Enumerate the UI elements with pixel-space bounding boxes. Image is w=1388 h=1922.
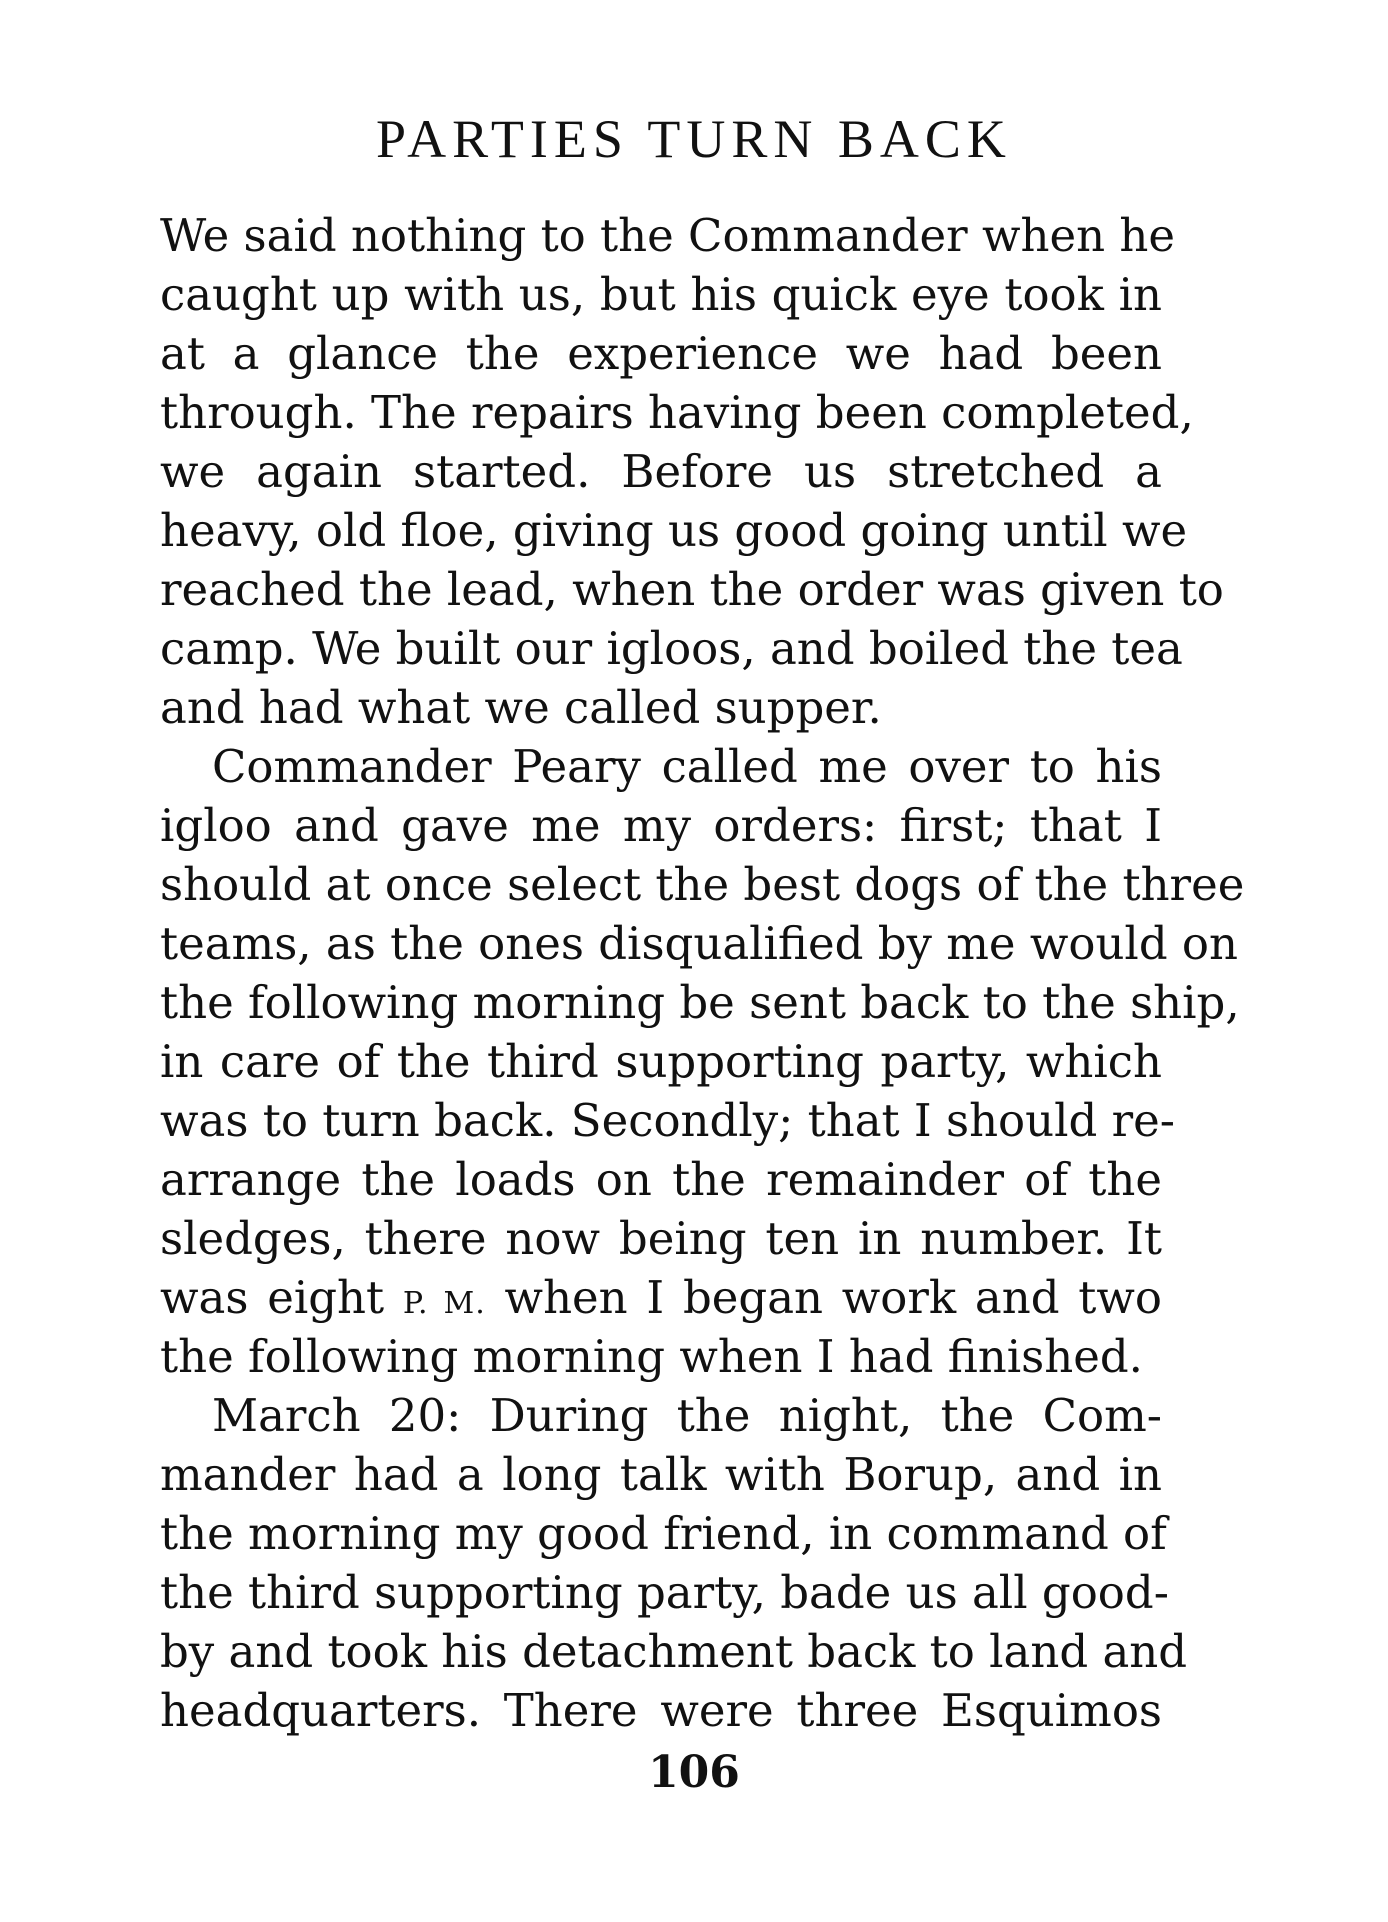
text-line: the third supporting party, bade us all good- xyxy=(160,1566,1169,1619)
text-line: heavy, old floe, giving us good going until we xyxy=(160,504,1188,557)
paragraph-2 xyxy=(160,737,1245,1386)
running-head: PARTIES TURN BACK xyxy=(376,109,1012,169)
text-line: should at once select the best dogs of the three xyxy=(160,858,1245,911)
text-fragment: when I began work and two xyxy=(504,1271,1163,1324)
page-number: 106 xyxy=(648,1747,740,1798)
text-line: We said nothing to the Commander when he xyxy=(160,209,1176,262)
text-line xyxy=(160,1268,1162,1327)
text-line: sledges, there now being ten in number. It xyxy=(160,1212,1162,1265)
paragraph-3 xyxy=(160,1386,1188,1740)
text-line: and had what we called supper. xyxy=(160,681,882,734)
text-line: was to turn back. Secondly; that I should re- xyxy=(160,1094,1175,1147)
text-line: mander had a long talk with Borup, and in xyxy=(160,1448,1162,1501)
text-line: in care of the third supporting party, which xyxy=(160,1035,1162,1088)
text-fragment: was eight xyxy=(160,1271,385,1324)
text-line: teams, as the ones disqualified by me would on xyxy=(160,917,1239,970)
text-line: arrange the loads on the remainder of the xyxy=(160,1153,1162,1206)
paragraph-1 xyxy=(160,206,1224,737)
text-line: the morning my good friend, in command of xyxy=(160,1507,1167,1560)
text-line: the following morning be sent back to the ship, xyxy=(160,976,1240,1029)
text-line: through. The repairs having been completed, xyxy=(160,386,1194,439)
text-line: caught up with us, but his quick eye took in xyxy=(160,268,1162,321)
text-line: the following morning when I had finished. xyxy=(160,1330,1143,1383)
text-line: igloo and gave me my orders: first; that I xyxy=(160,799,1162,852)
small-caps-pm: P. M. xyxy=(402,1286,486,1321)
text-line: by and took his detachment back to land and xyxy=(160,1625,1188,1678)
text-line: headquarters. There were three Esquimos xyxy=(160,1684,1162,1737)
body-text xyxy=(160,206,1245,1740)
text-line: Commander Peary called me over to his xyxy=(212,740,1162,793)
text-line: March 20: During the night, the Com- xyxy=(212,1389,1162,1442)
text-line: camp. We built our igloos, and boiled the tea xyxy=(160,622,1183,675)
text-line: at a glance the experience we had been xyxy=(160,327,1162,380)
text-line: reached the lead, when the order was given to xyxy=(160,563,1224,616)
text-line: we again started. Before us stretched a xyxy=(160,445,1162,498)
